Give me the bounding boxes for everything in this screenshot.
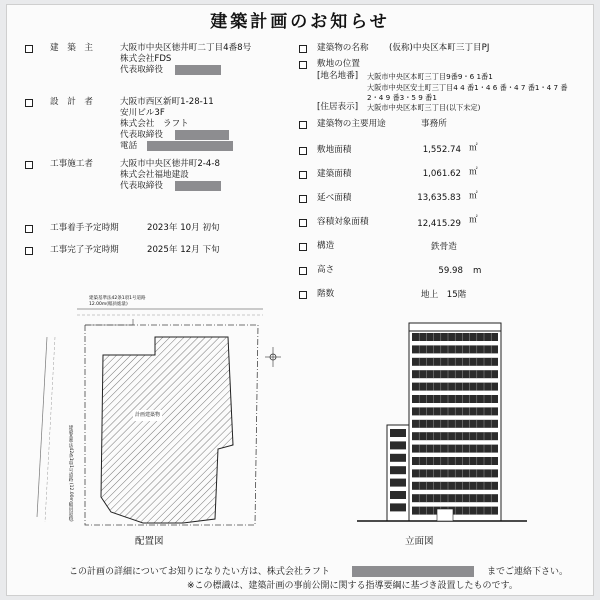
designer-building: 安川ビル3F [120,108,165,118]
name-value: (仮称)中央区本町三丁目PJ [389,43,490,53]
building-area-label: 建築面積 [317,169,352,179]
elevation-drawing [357,317,527,533]
height-label: 高さ [317,265,335,275]
designer-phone: 電話 [120,141,138,151]
rooftop-parapet [409,323,501,331]
redacted-block [147,141,233,151]
designer-rep: 代表取締役 [120,130,163,140]
contractor-address: 大阪市中央区徳井町2-4-8 [120,159,220,169]
checkbox-icon [299,291,307,299]
start-label: 工事着手予定時期 [50,223,119,233]
chiban-line-1: 大阪市中央区本町三丁目9番9・6 1番1 [367,72,493,81]
structure-value: 鉄骨造 [431,242,457,252]
use-value: 事務所 [421,119,447,129]
footer-line-1a: この計画の詳細についてお知りになりたい方は、株式会社ラフト [69,567,330,577]
redacted-block [352,566,474,577]
floors-value: 地上 15階 [421,290,467,300]
site-plan-caption: 配置図 [135,536,164,547]
planned-building-label: 計画建築物 [133,410,162,421]
chiban-line-3: 2・4 9 番3・5 9 番1 [367,93,437,102]
finish-label: 工事完了予定時期 [50,245,119,255]
checkbox-icon [25,45,33,53]
designer-company: 株式会社 ラフト [120,119,189,129]
builder-label: 建 築 主 [50,43,93,53]
contractor-rep: 代表取締役 [120,181,163,191]
checkbox-icon [25,99,33,107]
height-value: 59.98 [438,266,463,276]
structure-label: 構造 [317,241,335,251]
contractor-label: 工事施工者 [50,159,93,169]
builder-rep: 代表取締役 [120,65,163,75]
entrance [437,509,453,521]
annex-window [390,454,406,462]
use-label: 建築物の主要用途 [317,119,386,129]
designer-label: 設 計 者 [50,97,93,107]
building-area-value: 1,061.62 [422,169,461,179]
annex-window [390,491,406,499]
floor-area-unit: ㎡ [469,191,478,201]
annex-window [390,479,406,487]
finish-value: 2025年 12月 下旬 [147,245,220,255]
annex-window [390,466,406,474]
checkbox-icon [299,219,307,227]
checkbox-icon [299,45,307,53]
site-area-unit: ㎡ [469,143,478,153]
annex-window [390,503,406,511]
checkbox-icon [299,121,307,129]
jukyo-label: [住居表示] [317,102,359,112]
road-note-top-2: 12.00m(幅員総量) [89,302,128,307]
road-note-top-1: 建築基準法42条1項1号道路 [89,296,146,301]
location-label: 敷地の位置 [317,59,360,69]
checkbox-icon [299,243,307,251]
floor-area-label: 延べ面積 [317,193,352,203]
height-unit: m [473,266,482,276]
checkbox-icon [25,225,33,233]
far-area-label: 容積対象面積 [317,217,369,227]
elevation-caption: 立面図 [405,536,434,547]
builder-address: 大阪市中央区徳井町二丁目4番8号 [120,43,252,53]
annex-window [390,429,406,437]
redacted-block [175,130,229,140]
redacted-block [175,181,221,191]
chiban-label: [地名地番] [317,71,359,81]
footer-line-1b: までご連絡下さい。 [487,567,569,577]
contractor-company: 株式会社福地建設 [120,170,189,180]
checkbox-icon [299,61,307,69]
checkbox-icon [25,247,33,255]
designer-address: 大阪市西区新町1-28-11 [120,97,214,107]
notice-title: 建築計画のお知らせ [210,12,390,32]
checkbox-icon [25,161,33,169]
jukyo-value: 大阪市中央区本町三丁目(以下未定) [367,103,481,112]
builder-company: 株式会社FDS [120,54,172,64]
start-value: 2023年 10月 初旬 [147,223,220,233]
building-area-unit: ㎡ [469,167,478,177]
far-area-value: 12,415.29 [417,219,461,229]
floors-label: 階数 [317,289,335,299]
checkbox-icon [299,195,307,203]
checkbox-icon [299,171,307,179]
floor-area-value: 13,635.83 [417,193,461,203]
chiban-line-2: 大阪市中央区安土町三丁目4 4 番1・4 6 番・4 7 番1・4 7 番 [367,83,568,92]
road-note-side: 建築基準法42条1項1号道路 (12.00m幅員道路) [68,425,73,522]
redacted-block [175,65,221,75]
checkbox-icon [299,147,307,155]
far-area-unit: ㎡ [469,215,478,225]
checkbox-icon [299,267,307,275]
notice-board [6,4,594,596]
annex-window [390,441,406,449]
site-area-label: 敷地面積 [317,145,352,155]
footer-line-2: ※この標識は、建築計画の事前公開に関する指導要綱に基づき設置したものです。 [187,581,518,591]
site-area-value: 1,552.74 [422,145,461,155]
name-label: 建築物の名称 [317,43,369,53]
